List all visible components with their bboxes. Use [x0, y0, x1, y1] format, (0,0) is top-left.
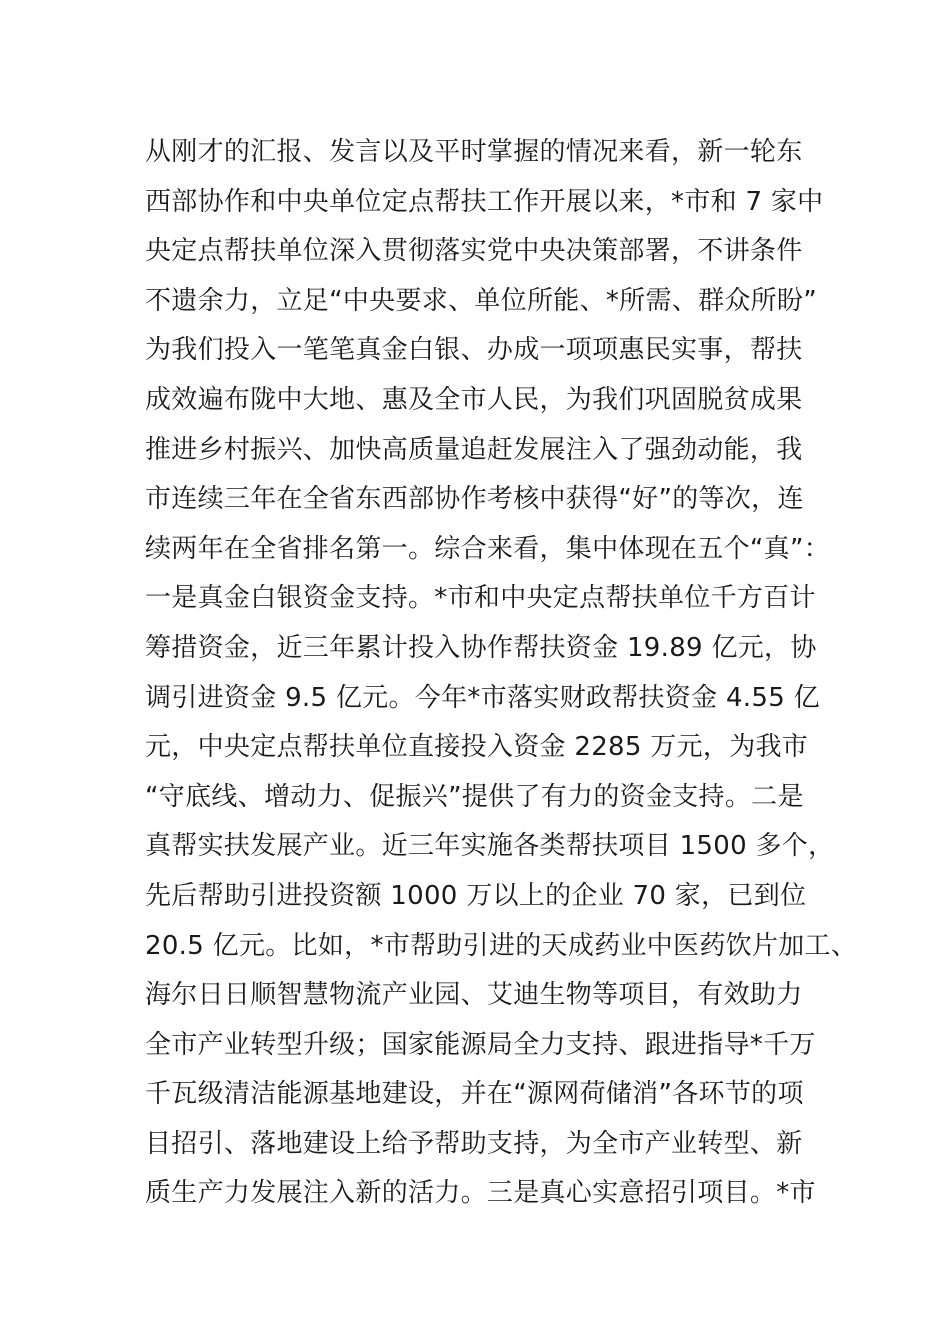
- text-line: 20.5 亿元。比如，*市帮助引进的天成药业中医药饮片加工、: [145, 930, 858, 961]
- text-line: 海尔日日顺智慧物流产业园、艾迪生物等项目，有效助力: [145, 980, 803, 1011]
- text-line: 筹措资金，近三年累计投入协作帮扶资金 19.89 亿元，协: [145, 632, 817, 663]
- text-line: 成效遍布陇中大地、惠及全市人民，为我们巩固脱贫成果: [145, 384, 803, 415]
- text-line: 不遗余力，立足“中央要求、单位所能、*所需、群众所盼”: [145, 285, 818, 316]
- text-line: 目招引、落地建设上给予帮助支持，为全市产业转型、新: [145, 1128, 803, 1159]
- text-line: 千瓦级清洁能源基地建设，并在“源网荷储消”各环节的项: [145, 1079, 804, 1110]
- text-line: 一是真金白银资金支持。*市和中央定点帮扶单位千方百计: [145, 583, 816, 614]
- text-line: 市连续三年在全省东西部协作考核中获得“好”的等次，连: [145, 484, 804, 515]
- text-line: 西部协作和中央单位定点帮扶工作开展以来，*市和 7 家中: [145, 186, 824, 217]
- text-line: 真帮实扶发展产业。近三年实施各类帮扶项目 1500 多个，: [145, 831, 835, 862]
- text-line: “守底线、增动力、促振兴”提供了有力的资金支持。二是: [145, 781, 804, 812]
- text-line: 央定点帮扶单位深入贯彻落实党中央决策部署，不讲条件: [145, 236, 803, 267]
- text-line: 全市产业转型升级；国家能源局全力支持、跟进指导*千万: [145, 1029, 816, 1060]
- text-line: 调引进资金 9.5 亿元。今年*市落实财政帮扶资金 4.55 亿: [145, 682, 820, 713]
- text-line: 推进乡村振兴、加快高质量追赶发展注入了强劲动能，我: [145, 434, 803, 465]
- body-paragraph: [145, 128, 858, 1219]
- text-line: 为我们投入一笔笔真金白银、办成一项项惠民实事，帮扶: [145, 335, 803, 366]
- text-line: 先后帮助引进投资额 1000 万以上的企业 70 家，已到位: [145, 880, 807, 911]
- text-line: 元，中央定点帮扶单位直接投入资金 2285 万元，为我市: [145, 732, 809, 763]
- text-line: 续两年在全省排名第一。综合来看，集中体现在五个“真”：: [145, 533, 831, 564]
- text-line: 质生产力发展注入新的活力。三是真心实意招引项目。*市: [145, 1178, 816, 1209]
- text-line: 从刚才的汇报、发言以及平时掌握的情况来看，新一轮东: [145, 137, 803, 167]
